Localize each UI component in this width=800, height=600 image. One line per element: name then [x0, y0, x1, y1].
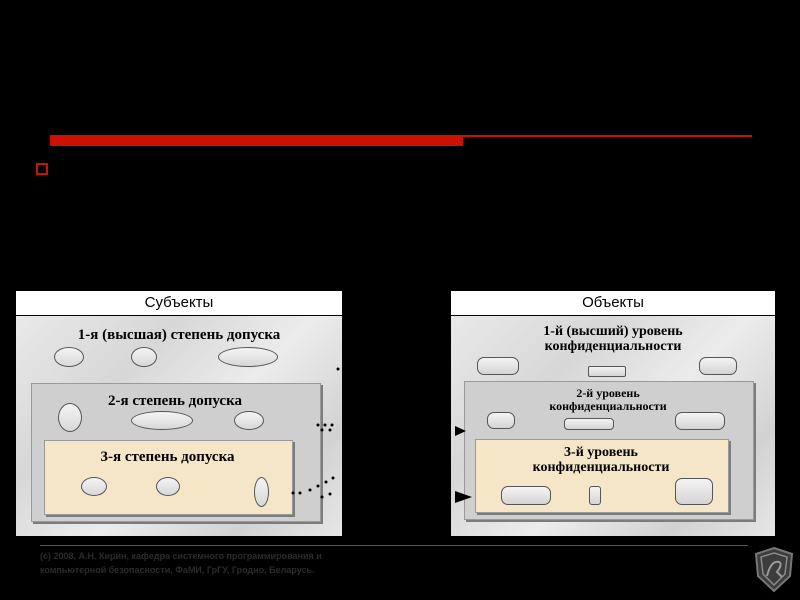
subject-oval: [54, 347, 84, 367]
objects-level2-line2: конфиденциальности: [549, 399, 667, 413]
subject-oval: [131, 411, 193, 430]
objects-header: Объекты: [451, 291, 775, 315]
objects-level2-label: [464, 387, 752, 414]
objects-level1-label: [451, 324, 775, 354]
bullet-square-icon: [36, 163, 48, 175]
title-divider-bar: [50, 137, 463, 146]
footer-divider: [40, 545, 748, 546]
subject-oval: [58, 403, 82, 432]
footer-line2: компьютерной безопасности, ФаМИ, ГрГУ, Гродно, Беларусь.: [40, 565, 315, 575]
logo-icon: [752, 546, 796, 594]
footer-line1: (с) 2008, А.Н. Кирин, кафедра системного программирования и: [40, 551, 322, 561]
subject-oval: [234, 411, 264, 430]
objects-level1-line2: конфиденциальности: [544, 339, 682, 354]
objects-level3-line2: конфиденциальности: [532, 460, 670, 475]
object-block: [675, 412, 725, 430]
subject-oval: [131, 347, 157, 367]
objects-level2-line1: 2-й уровень: [576, 387, 640, 400]
objects-level3-label: [475, 445, 727, 475]
subjects-level2-label: 2-я степень допуска: [107, 393, 242, 409]
footer-copyright: [40, 549, 560, 577]
objects-level3-line1: 3-й уровень: [564, 445, 638, 460]
object-block: [564, 418, 614, 430]
subjects-level3-label: 3-я степень допуска: [100, 449, 235, 465]
subject-oval: [156, 477, 180, 496]
objects-level1-line1: 1-й (высший) уровень: [543, 324, 683, 339]
subject-oval: [218, 347, 278, 367]
subjects-level1-label: 1-я (высшая) степень допуска: [77, 327, 281, 343]
object-block: [487, 412, 515, 429]
object-block: [588, 366, 626, 377]
object-block: [477, 357, 519, 375]
object-block: [675, 478, 713, 505]
subject-oval: [254, 477, 269, 507]
subjects-header: Субъекты: [16, 291, 342, 315]
object-block: [589, 486, 601, 505]
object-block: [501, 486, 551, 505]
subject-oval: [81, 477, 107, 496]
object-block: [699, 357, 737, 375]
